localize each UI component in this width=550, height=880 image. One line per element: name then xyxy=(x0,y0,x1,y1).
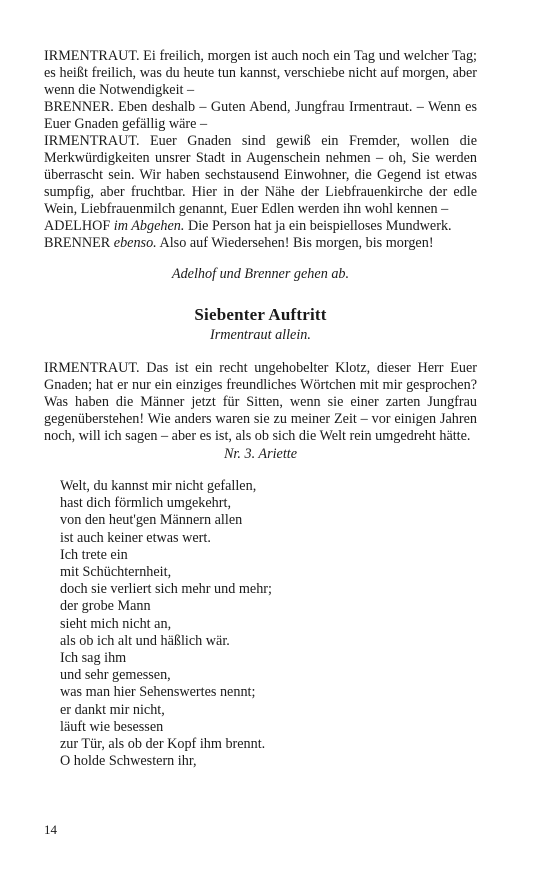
page-body xyxy=(44,48,477,770)
speaker-name: IRMENTRAUT. xyxy=(44,133,140,149)
verse-line: läuft wie besessen xyxy=(60,718,164,735)
verse-line: mit Schüchternheit, xyxy=(60,564,172,581)
dialogue-text: Also auf Wiedersehen! Bis morgen, bis morgen! xyxy=(156,235,434,251)
verse-line: Ich sag ihm xyxy=(60,650,127,667)
verse-line: hast dich förmlich umgekehrt, xyxy=(60,495,231,512)
verse-line: er dankt mir nicht, xyxy=(60,701,165,718)
dialogue-brenner-2 xyxy=(44,235,477,252)
scene-subtitle: Irmentraut allein. xyxy=(210,327,311,343)
speaker-name: ADELHOF xyxy=(44,218,111,234)
dialogue-text: Ei freilich, morgen ist auch noch ein Tag und welcher Tag; es heißt freilich, was du heute tun kannst, verschiebe nicht auf morgen, aber wenn die Notwendigkeit – xyxy=(44,48,477,98)
dialogue-text: Das ist ein recht ungehobelter Klotz, dieser Herr Euer Gnaden; hat er nur ein einziges freundliches Wörtchen mit mir gesprochen? Was haben die Männer jetzt für Sitten, wenn sie einer zarten Jungfrau gegenüberstehen! Wie anders waren sie zu meiner Zeit – vor einigen Jahren noch, will ich sagen – aber es ist, als ob sich die Welt rein umgedreht hätte. xyxy=(44,360,477,444)
verse-line: der grobe Mann xyxy=(60,598,151,615)
verse-line: zur Tür, als ob der Kopf ihm brennt. xyxy=(60,736,266,753)
verse-line: und sehr gemessen, xyxy=(60,667,171,684)
dialogue-irmentraut-2 xyxy=(44,133,477,218)
stage-direction-inline: im Abgehen. xyxy=(113,218,185,234)
dialogue-text: Die Person hat ja ein beispielloses Mundwerk. xyxy=(184,218,452,234)
verse-line: Ich trete ein xyxy=(60,546,128,563)
page-number: 14 xyxy=(44,822,57,837)
verse-line: als ob ich alt und häßlich wär. xyxy=(60,632,230,649)
dialogue-text: Euer Gnaden sind gewiß ein Fremder, wollen die Merkwürdigkeiten unsrer Stadt in Augenschein nehmen – oh, Sie werden überrascht sein. Wir haben sechstausend Einwohner, die Gegend ist etwas sumpfig, aber fruchtbar. Hier in der Nähe der Liebfrauenkirche der edle Wein, Liebfrauenmilch genannt, Euer Edlen werden ihn wohl kennen – xyxy=(44,133,477,217)
verse-line: doch sie verliert sich mehr und mehr; xyxy=(60,581,272,598)
verse-line: von den heut'gen Männern allen xyxy=(60,512,243,529)
dialogue-irmentraut-monologue xyxy=(44,360,477,445)
song-verse xyxy=(44,478,477,770)
verse-line: sieht mich nicht an, xyxy=(60,615,172,632)
stage-direction-inline: ebenso. xyxy=(113,235,157,251)
exit-stage-direction: Adelhof und Brenner gehen ab. xyxy=(171,266,350,282)
verse-line: was man hier Sehenswertes nennt; xyxy=(60,684,256,701)
dialogue-adelhof xyxy=(44,218,477,235)
verse-line: O holde Schwestern ihr, xyxy=(60,753,197,770)
verse-line: ist auch keiner etwas wert. xyxy=(60,529,211,546)
dialogue-text: Eben deshalb – Guten Abend, Jungfrau Irmentraut. – Wenn es Euer Gnaden gefällig wäre – xyxy=(44,99,477,132)
dialogue-irmentraut-1 xyxy=(44,48,477,99)
verse-line: Welt, du kannst mir nicht gefallen, xyxy=(60,478,257,494)
dialogue-brenner-1 xyxy=(44,99,477,133)
speaker-name: IRMENTRAUT. xyxy=(44,360,140,376)
scene-title: Siebenter Auftritt xyxy=(194,305,327,324)
speaker-name: IRMENTRAUT. xyxy=(44,48,140,64)
number-title: Nr. 3. Ariette xyxy=(223,446,298,462)
speaker-name: BRENNER xyxy=(44,235,111,251)
speaker-name: BRENNER. xyxy=(44,99,114,115)
